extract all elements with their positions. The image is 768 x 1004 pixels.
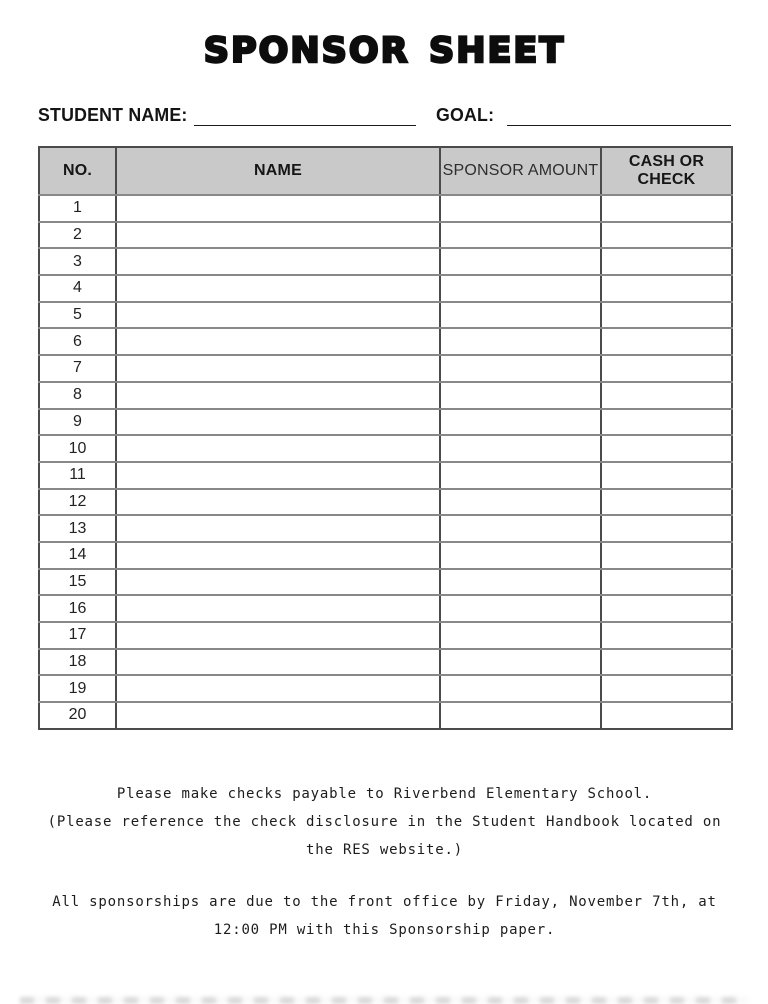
row-number-cell: 13 (39, 515, 116, 542)
row-number-cell: 20 (39, 702, 116, 729)
checks-note-line1: Please make checks payable to Riverbend Elementary School. (116, 785, 653, 802)
sponsor-amount-cell (440, 435, 601, 462)
header-no: NO. (39, 147, 116, 195)
sponsor-amount-cell (440, 195, 601, 222)
cash-or-check-cell (601, 489, 732, 516)
table-row (39, 515, 732, 542)
table-row (39, 542, 732, 569)
table-row (39, 569, 732, 596)
row-number-cell: 19 (39, 675, 116, 702)
checks-payable-note (38, 780, 731, 864)
cash-or-check-cell (601, 409, 732, 436)
table-row (39, 409, 732, 436)
table-row (39, 649, 732, 676)
table-row (39, 248, 732, 275)
cash-or-check-cell (601, 595, 732, 622)
cash-or-check-cell (601, 542, 732, 569)
table-row (39, 622, 732, 649)
cash-or-check-cell (601, 649, 732, 676)
table-row (39, 435, 732, 462)
table-row (39, 382, 732, 409)
sponsor-amount-cell (440, 355, 601, 382)
checks-note-line3: the RES website.) (306, 841, 463, 858)
name-cell (116, 435, 440, 462)
name-cell (116, 595, 440, 622)
name-cell (116, 248, 440, 275)
row-number-cell: 10 (39, 435, 116, 462)
name-cell (116, 275, 440, 302)
table-row (39, 195, 732, 222)
table-row (39, 355, 732, 382)
header-row (39, 147, 732, 195)
page-title: sponsor sheet (203, 16, 566, 74)
cash-or-check-cell (601, 302, 732, 329)
cash-or-check-cell (601, 275, 732, 302)
name-cell (116, 355, 440, 382)
cash-or-check-cell (601, 328, 732, 355)
header-name: NAME (116, 147, 440, 195)
table-row (39, 222, 732, 249)
header-sponsor-amount: SPONSOR AMOUNT (440, 147, 601, 195)
table-row (39, 489, 732, 516)
name-cell (116, 542, 440, 569)
name-cell (116, 622, 440, 649)
sponsor-table (38, 146, 733, 730)
sponsor-amount-cell (440, 409, 601, 436)
cash-or-check-cell (601, 248, 732, 275)
sponsor-amount-cell (440, 489, 601, 516)
sponsor-amount-cell (440, 675, 601, 702)
name-cell (116, 409, 440, 436)
sponsor-amount-cell (440, 542, 601, 569)
due-note-line2: 12:00 PM with this Sponsorship paper. (213, 921, 556, 938)
name-cell (116, 302, 440, 329)
table-row (39, 595, 732, 622)
sponsor-amount-cell (440, 702, 601, 729)
cash-or-check-cell (601, 675, 732, 702)
sponsor-amount-cell (440, 622, 601, 649)
name-cell (116, 702, 440, 729)
table-row (39, 328, 732, 355)
cash-or-check-cell (601, 355, 732, 382)
due-note-line1: All sponsorships are due to the front office by Friday, November 7th, at (52, 893, 717, 910)
table-row (39, 275, 732, 302)
student-name-field-group (38, 104, 416, 126)
goal-blank (507, 104, 731, 126)
sponsor-amount-cell (440, 302, 601, 329)
name-cell (116, 569, 440, 596)
row-number-cell: 9 (39, 409, 116, 436)
cash-or-check-cell (601, 195, 732, 222)
sponsor-table-header (39, 147, 732, 195)
name-cell (116, 382, 440, 409)
due-date-note (38, 888, 731, 944)
table-row (39, 302, 732, 329)
row-number-cell: 16 (39, 595, 116, 622)
row-number-cell: 8 (39, 382, 116, 409)
table-row (39, 462, 732, 489)
sponsor-amount-cell (440, 222, 601, 249)
cash-or-check-cell (601, 569, 732, 596)
name-cell (116, 222, 440, 249)
cash-or-check-cell (601, 515, 732, 542)
sponsor-amount-cell (440, 328, 601, 355)
checks-note-line2: (Please reference the check disclosure in the Student Handbook located on (47, 813, 722, 830)
row-number-cell: 14 (39, 542, 116, 569)
row-number-cell: 6 (39, 328, 116, 355)
sponsor-table-body (39, 195, 732, 729)
sponsor-amount-cell (440, 462, 601, 489)
sponsor-sheet-page (0, 10, 768, 1004)
sponsor-amount-cell (440, 275, 601, 302)
row-number-cell: 18 (39, 649, 116, 676)
cash-or-check-cell (601, 435, 732, 462)
name-cell (116, 462, 440, 489)
sponsor-amount-cell (440, 595, 601, 622)
row-number-cell: 7 (39, 355, 116, 382)
header-cash-or-check: CASH OR CHECK (601, 147, 732, 195)
table-row (39, 702, 732, 729)
cash-or-check-cell (601, 462, 732, 489)
cash-or-check-cell (601, 622, 732, 649)
name-cell (116, 195, 440, 222)
cash-or-check-cell (601, 222, 732, 249)
name-cell (116, 489, 440, 516)
sponsor-amount-cell (440, 515, 601, 542)
sponsor-amount-cell (440, 569, 601, 596)
row-number-cell: 2 (39, 222, 116, 249)
row-number-cell: 17 (39, 622, 116, 649)
sponsor-amount-cell (440, 248, 601, 275)
student-name-blank (194, 104, 416, 126)
row-number-cell: 4 (39, 275, 116, 302)
row-number-cell: 15 (39, 569, 116, 596)
student-name-label: STUDENT NAME: (38, 104, 188, 125)
name-cell (116, 675, 440, 702)
row-number-cell: 3 (39, 248, 116, 275)
row-number-cell: 5 (39, 302, 116, 329)
name-cell (116, 328, 440, 355)
title-block (38, 10, 731, 80)
row-number-cell: 12 (39, 489, 116, 516)
cutoff-print-artifact (20, 997, 748, 1004)
row-number-cell: 1 (39, 195, 116, 222)
name-cell (116, 649, 440, 676)
sponsor-amount-cell (440, 649, 601, 676)
fields-row (38, 100, 731, 126)
name-cell (116, 515, 440, 542)
table-row (39, 675, 732, 702)
goal-label: GOAL: (436, 104, 495, 125)
cash-or-check-cell (601, 702, 732, 729)
sponsor-amount-cell (440, 382, 601, 409)
row-number-cell: 11 (39, 462, 116, 489)
cash-or-check-cell (601, 382, 732, 409)
goal-field-group (436, 104, 731, 126)
